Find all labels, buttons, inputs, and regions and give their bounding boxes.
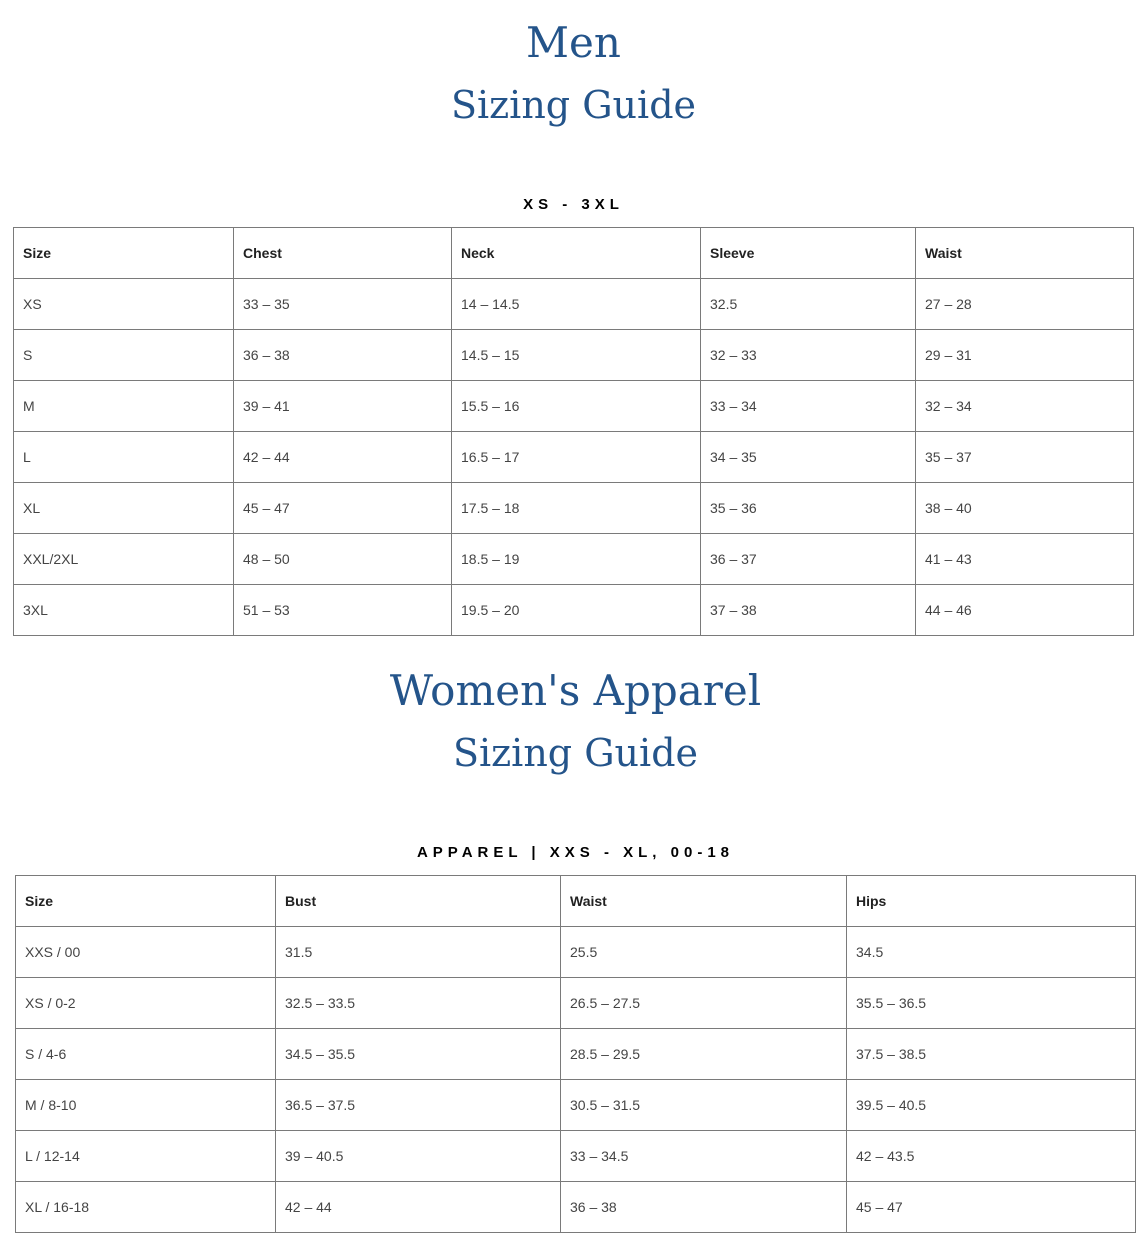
table-cell: 42 – 43.5	[847, 1131, 1136, 1182]
table-row	[14, 534, 1134, 585]
table-cell: 39.5 – 40.5	[847, 1080, 1136, 1131]
table-header-row	[16, 876, 1136, 927]
table-cell: 30.5 – 31.5	[561, 1080, 847, 1131]
table-cell: XL	[14, 483, 234, 534]
table-cell: 32.5	[701, 279, 916, 330]
women-title: Women's Apparel	[389, 666, 762, 715]
table-cell: 35.5 – 36.5	[847, 978, 1136, 1029]
table-cell: 15.5 – 16	[452, 381, 701, 432]
table-row	[14, 330, 1134, 381]
table-cell: 14 – 14.5	[452, 279, 701, 330]
table-cell: 38 – 40	[916, 483, 1134, 534]
table-cell: 36.5 – 37.5	[276, 1080, 561, 1131]
table-cell: 14.5 – 15	[452, 330, 701, 381]
table-cell: XXL/2XL	[14, 534, 234, 585]
table-cell: 48 – 50	[234, 534, 452, 585]
table-cell: 18.5 – 19	[452, 534, 701, 585]
table-row	[14, 585, 1134, 636]
table-cell: XS / 0-2	[16, 978, 276, 1029]
table-cell: 32 – 33	[701, 330, 916, 381]
table-row	[14, 279, 1134, 330]
table-cell: 33 – 35	[234, 279, 452, 330]
column-header: Hips	[847, 876, 1136, 927]
table-cell: 34 – 35	[701, 432, 916, 483]
table-cell: 45 – 47	[234, 483, 452, 534]
table-cell: M	[14, 381, 234, 432]
table-cell: 34.5	[847, 927, 1136, 978]
women-size-table	[15, 875, 1136, 1233]
column-header: Neck	[452, 228, 701, 279]
table-cell: L / 12-14	[16, 1131, 276, 1182]
table-cell: XXS / 00	[16, 927, 276, 978]
table-row	[16, 1029, 1136, 1080]
table-cell: 41 – 43	[916, 534, 1134, 585]
table-cell: M / 8-10	[16, 1080, 276, 1131]
table-row	[14, 432, 1134, 483]
table-cell: 36 – 38	[234, 330, 452, 381]
table-cell: 36 – 38	[561, 1182, 847, 1233]
men-size-range-caption: XS - 3XL	[523, 196, 624, 213]
column-header: Bust	[276, 876, 561, 927]
table-cell: 33 – 34	[701, 381, 916, 432]
table-cell: 45 – 47	[847, 1182, 1136, 1233]
column-header: Waist	[916, 228, 1134, 279]
table-cell: 35 – 36	[701, 483, 916, 534]
table-cell: 51 – 53	[234, 585, 452, 636]
table-row	[16, 1182, 1136, 1233]
table-cell: 29 – 31	[916, 330, 1134, 381]
table-cell: 44 – 46	[916, 585, 1134, 636]
table-cell: 37 – 38	[701, 585, 916, 636]
table-cell: 27 – 28	[916, 279, 1134, 330]
table-cell: 37.5 – 38.5	[847, 1029, 1136, 1080]
column-header: Size	[16, 876, 276, 927]
table-cell: XL / 16-18	[16, 1182, 276, 1233]
table-cell: 42 – 44	[276, 1182, 561, 1233]
table-cell: 16.5 – 17	[452, 432, 701, 483]
women-size-range-caption: APPAREL | XXS - XL, 00-18	[416, 844, 735, 861]
table-cell: 35 – 37	[916, 432, 1134, 483]
table-cell: 39 – 40.5	[276, 1131, 561, 1182]
table-cell: S	[14, 330, 234, 381]
column-header: Size	[14, 228, 234, 279]
column-header: Chest	[234, 228, 452, 279]
table-row	[16, 1080, 1136, 1131]
column-header: Waist	[561, 876, 847, 927]
men-subtitle: Sizing Guide	[450, 83, 697, 127]
table-cell: XS	[14, 279, 234, 330]
women-subtitle: Sizing Guide	[452, 731, 699, 775]
table-row	[16, 927, 1136, 978]
table-row	[14, 381, 1134, 432]
table-header-row	[14, 228, 1134, 279]
table-cell: 3XL	[14, 585, 234, 636]
table-cell: 17.5 – 18	[452, 483, 701, 534]
table-cell: 19.5 – 20	[452, 585, 701, 636]
table-cell: 42 – 44	[234, 432, 452, 483]
table-cell: 25.5	[561, 927, 847, 978]
table-cell: 34.5 – 35.5	[276, 1029, 561, 1080]
table-cell: 32 – 34	[916, 381, 1134, 432]
table-cell: 31.5	[276, 927, 561, 978]
table-cell: L	[14, 432, 234, 483]
table-row	[14, 483, 1134, 534]
table-cell: 32.5 – 33.5	[276, 978, 561, 1029]
table-cell: 33 – 34.5	[561, 1131, 847, 1182]
column-header: Sleeve	[701, 228, 916, 279]
table-row	[16, 1131, 1136, 1182]
men-title: Men	[526, 18, 621, 67]
table-cell: S / 4-6	[16, 1029, 276, 1080]
table-cell: 36 – 37	[701, 534, 916, 585]
table-cell: 26.5 – 27.5	[561, 978, 847, 1029]
table-row	[16, 978, 1136, 1029]
men-size-table	[13, 227, 1134, 636]
table-cell: 39 – 41	[234, 381, 452, 432]
table-cell: 28.5 – 29.5	[561, 1029, 847, 1080]
